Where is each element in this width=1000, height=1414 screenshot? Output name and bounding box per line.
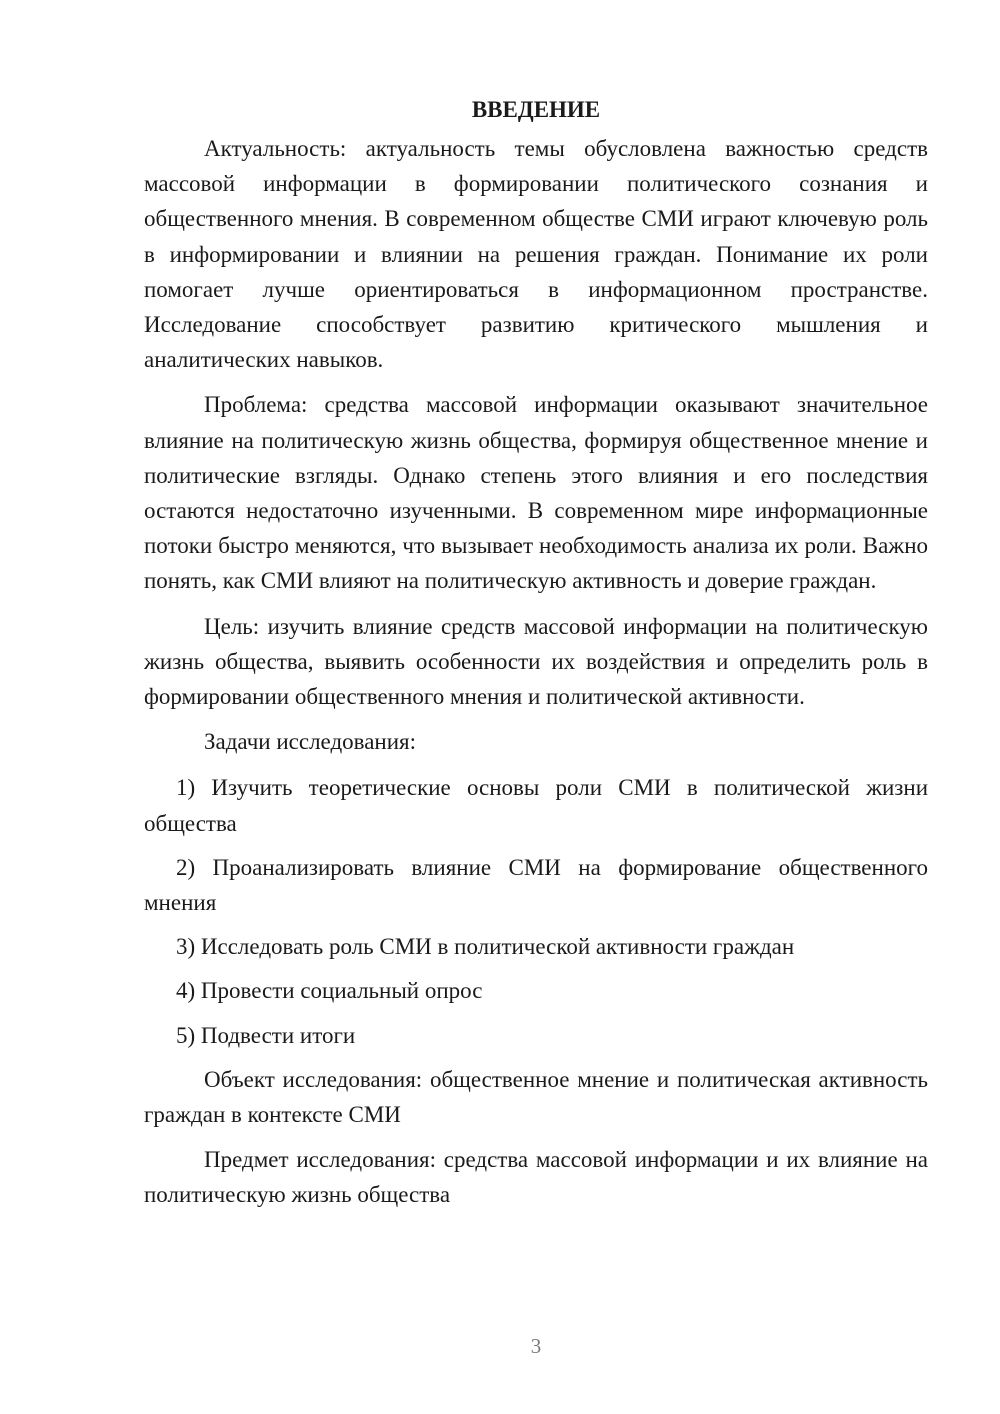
tasks-list <box>144 770 928 1052</box>
list-item: 1) Изучить теоретические основы роли СМИ в политической жизни общества <box>144 775 928 836</box>
page-title: ВВЕДЕНИЕ <box>471 97 601 122</box>
paragraph-goal: Цель: изучить влияние средств массовой информации на политическую жизнь общества, выявить особенности их воздействия и определить роль в формировании общественного мнения и политической активности. <box>144 613 928 710</box>
list-item: 4) Провести социальный опрос <box>176 978 483 1004</box>
paragraph-relevance: Актуальность: актуальность темы обусловлена важностью средств массовой информации в формировании политического сознания и общественного мнения. В современном обществе СМИ играют ключевую роль в информировании и влиянии на решения граждан. Понимание их роли помогает лучше ориентироваться в информационном пространстве. Исследование способствует развитию критического мышления и аналитических навыков. <box>144 136 928 373</box>
tasks-title: Задачи исследования: <box>204 729 417 755</box>
paragraph-subject: Предмет исследования: средства массовой информации и их влияние на политическую жизнь общества <box>144 1147 928 1208</box>
page-number: 3 <box>530 1334 542 1358</box>
paragraph-problem: Проблема: средства массовой информации оказывают значительное влияние на политическую жизнь общества, формируя общественное мнение и политические взгляды. Однако степень этого влияния и его последствия остаются недостаточно изученными. В современном мире информационные потоки быстро меняются, что вызывает необходимость анализа их роли. Важно понять, как СМИ влияют на политическую активность и доверие граждан. <box>144 392 928 594</box>
list-item: 3) Исследовать роль СМИ в политической активности граждан <box>176 934 795 960</box>
paragraph-object: Объект исследования: общественное мнение и политическая активность граждан в контексте СМИ <box>144 1066 928 1128</box>
list-item: 5) Подвести итоги <box>176 1022 356 1048</box>
list-item: 2) Проанализировать влияние СМИ на формирование общественного мнения <box>144 854 928 916</box>
page-content <box>144 92 928 1223</box>
